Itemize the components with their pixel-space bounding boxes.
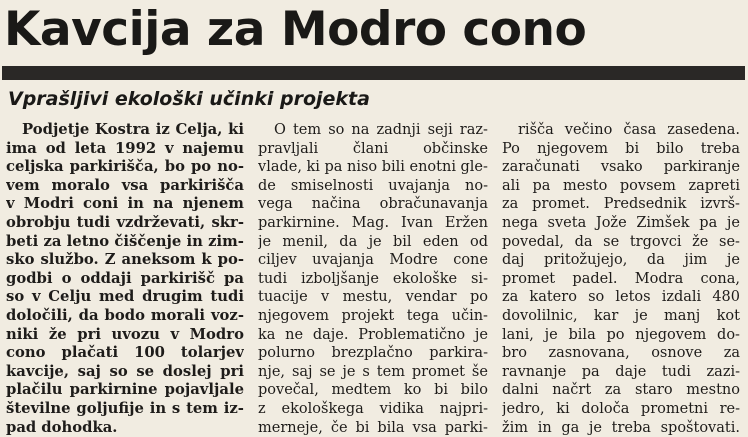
text-line: so v Celju med drugim tudi — [6, 288, 244, 306]
text-line: dalni načrt za staro mestno — [502, 382, 740, 399]
text-line: povečal, medtem ko bi bilo — [258, 382, 488, 399]
text-line: parkirnine. Mag. Ivan Eržen — [258, 214, 488, 231]
text-line: sko službo. Z aneksom k po- — [6, 251, 244, 269]
text-line: O tem so na zadnji seji raz- — [274, 122, 488, 138]
text-line: polurno brezplačno parkira- — [258, 345, 488, 362]
text-line: za promet. Predsednik izvrš- — [502, 196, 740, 213]
text-line: rišča večino časa zasedena. — [518, 122, 740, 138]
text-line: ima od leta 1992 v najemu — [6, 139, 244, 157]
text-line: ka ne daje. Problematično je — [258, 326, 488, 343]
text-line: v Modri coni in na njenem — [6, 195, 244, 213]
text-line: ali pa mesto povsem zapreti — [502, 177, 740, 194]
text-line: ravnanje pa daje tudi zazi- — [502, 363, 740, 380]
text-line: nega sveta Jože Zimšek pa je — [502, 214, 740, 231]
article-subheadline: Vprašljivi ekološki učinki projekta — [8, 88, 370, 110]
text-line: povedal, da se trgovci že se- — [502, 233, 740, 250]
text-line: Podjetje Kostra iz Celja, ki — [22, 121, 244, 138]
text-line: bro zasnovana, osnove za — [502, 345, 740, 362]
article-column-2 — [258, 121, 488, 437]
text-line: z ekološkega vidika najpri- — [258, 400, 488, 417]
text-line: je menil, da je bil eden od — [258, 233, 488, 250]
text-line: za katero so letos izdali 480 — [502, 289, 740, 306]
text-line: plačilu parkirnine pojavljale — [6, 381, 244, 399]
text-line: njegovem projekt tega učin- — [258, 307, 488, 324]
text-line: obrobju tudi vzdrževati, skr- — [6, 213, 244, 231]
text-line: vega načina obračunavanja — [258, 196, 488, 213]
text-line: cono plačati 100 tolarjev — [6, 344, 244, 362]
text-line: pravljali člani občinske — [258, 140, 488, 157]
text-line: določili, da bodo morali voz- — [6, 306, 244, 324]
headline-divider-bar — [2, 66, 745, 80]
text-line: dovolilnic, kar je manj kot — [502, 307, 740, 324]
text-line: godbi o oddaji parkirišč pa — [6, 269, 244, 287]
text-line: pad dohodka. — [6, 418, 118, 436]
text-line: nje, saj se je s tem promet še — [258, 363, 488, 380]
text-line: žim in ga je treba spoštovati. — [502, 419, 740, 436]
text-line: niki že pri uvozu v Modro — [6, 325, 244, 343]
text-line: Po njegovem bi bilo treba — [502, 140, 740, 157]
text-line: vlade, ki pa niso bili enotni gle- — [258, 159, 488, 176]
text-line: jedro, ki določa prometni re- — [502, 400, 740, 417]
text-line: zaračunati vsako parkiranje — [502, 159, 740, 176]
text-line: kavcije, saj so se doslej pri — [6, 362, 244, 380]
text-line: celjska parkirišča, bo po no- — [6, 158, 244, 176]
text-line: tudi izboljšanje ekološke si- — [258, 270, 488, 287]
article-headline: Kavcija za Modro cono — [4, 2, 587, 57]
text-line: tuacije v mestu, vendar po — [258, 289, 488, 306]
text-line: daj pritožujejo, da jim je — [502, 252, 740, 269]
text-line: merneje, če bi bila vsa parki- — [258, 419, 488, 436]
article-column-3 — [502, 121, 740, 437]
text-line: beti za letno čiščenje in zim- — [6, 232, 244, 250]
text-line: vem moralo vsa parkirišča — [6, 176, 244, 194]
article-column-1 — [6, 121, 244, 437]
text-line: promet padel. Modra cona, — [502, 270, 740, 287]
text-line: lani, je bila po njegovem do- — [502, 326, 740, 343]
text-line: številne goljufije in s tem iz- — [6, 399, 244, 417]
text-line: ciljev uvajanja Modre cone — [258, 252, 488, 269]
text-line: de smiselnosti uvajanja no- — [258, 177, 488, 194]
